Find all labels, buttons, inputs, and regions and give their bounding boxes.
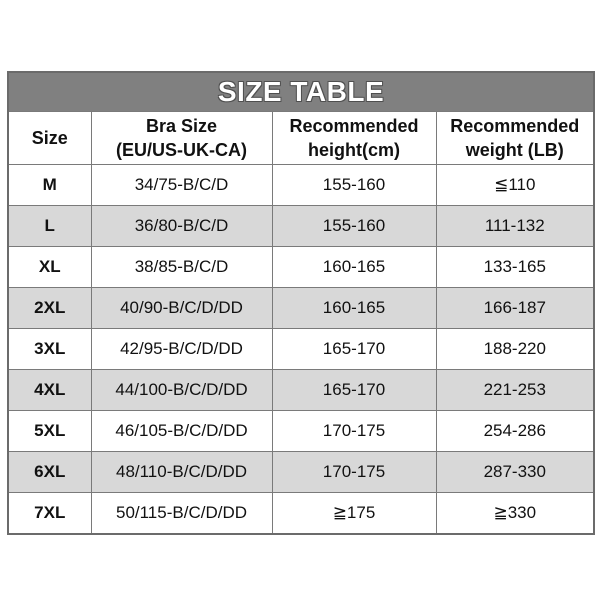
header-size [8,112,91,165]
cell-weight: 287-330 [436,452,594,493]
cell-height: 170-175 [272,411,436,452]
header-size-label: Size [31,128,68,148]
header-bra-line2: (EU/US-UK-CA) [116,140,247,160]
cell-weight: 166-187 [436,288,594,329]
size-table [7,71,595,535]
header-weight [436,112,594,165]
table-row [8,247,594,288]
table-row [8,329,594,370]
header-row [8,112,594,165]
cell-weight: 254-286 [436,411,594,452]
cell-height: 155-160 [272,206,436,247]
cell-height: 165-170 [272,329,436,370]
cell-weight: 133-165 [436,247,594,288]
cell-height: 165-170 [272,370,436,411]
cell-height: ≧175 [272,493,436,535]
header-height [272,112,436,165]
table-title [8,72,594,112]
header-height-line1: Recommended [289,116,419,136]
cell-size: 5XL [8,411,91,452]
cell-bra: 34/75-B/C/D [91,165,272,206]
table-row [8,452,594,493]
cell-bra: 40/90-B/C/D/DD [91,288,272,329]
cell-height: 160-165 [272,247,436,288]
cell-bra: 42/95-B/C/D/DD [91,329,272,370]
header-weight-line2: weight (LB) [465,140,564,160]
header-bra-line1: Bra Size [145,116,218,136]
cell-weight: 188-220 [436,329,594,370]
cell-height: 160-165 [272,288,436,329]
cell-size: 2XL [8,288,91,329]
table-row [8,370,594,411]
cell-height: 170-175 [272,452,436,493]
cell-bra: 46/105-B/C/D/DD [91,411,272,452]
table-row [8,165,594,206]
cell-weight: 111-132 [436,206,594,247]
cell-weight: ≦110 [436,165,594,206]
table-row [8,411,594,452]
cell-size: 6XL [8,452,91,493]
cell-size: XL [8,247,91,288]
cell-size: 3XL [8,329,91,370]
cell-bra: 48/110-B/C/D/DD [91,452,272,493]
cell-size: 7XL [8,493,91,535]
cell-bra: 36/80-B/C/D [91,206,272,247]
cell-bra: 44/100-B/C/D/DD [91,370,272,411]
cell-weight: ≧330 [436,493,594,535]
header-bra-size [91,112,272,165]
cell-bra: 50/115-B/C/D/DD [91,493,272,535]
cell-weight: 221-253 [436,370,594,411]
header-weight-line1: Recommended [450,116,580,136]
cell-size: 4XL [8,370,91,411]
table-row [8,288,594,329]
cell-bra: 38/85-B/C/D [91,247,272,288]
cell-size: M [8,165,91,206]
table-title-text: SIZE TABLE [217,76,385,107]
header-height-line2: height(cm) [308,140,400,160]
table-row [8,206,594,247]
table-row [8,493,594,535]
cell-height: 155-160 [272,165,436,206]
cell-size: L [8,206,91,247]
